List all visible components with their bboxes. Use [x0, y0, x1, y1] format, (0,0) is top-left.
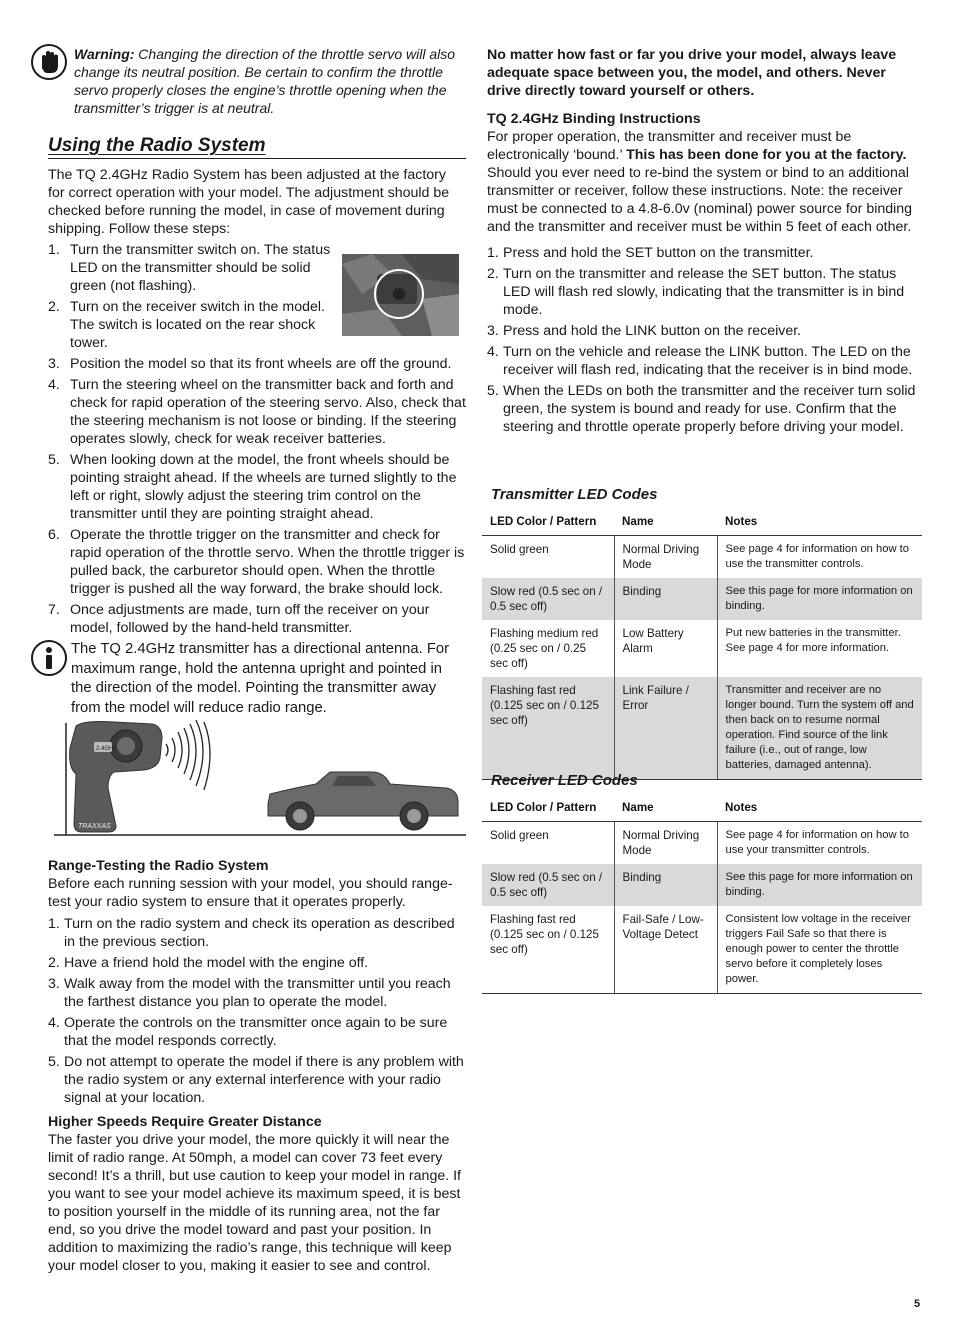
table-row	[482, 822, 922, 865]
list-item: 5. Do not attempt to operate the model if there is any problem with the radio system or any external interference with your radio signal at your location.	[48, 1054, 464, 1106]
receiver-table-title: Receiver LED Codes	[491, 772, 638, 789]
transmitter-badge: 2.4GHz	[96, 746, 117, 752]
list-item: 3. Walk away from the model with the transmitter until you reach the farthest distance you plan to operate the model.	[48, 976, 451, 1010]
table-cell: Slow red (0.5 sec on / 0.5 sec off)	[482, 864, 614, 906]
table-row	[482, 578, 922, 620]
table-cell: Flashing medium red (0.25 sec on / 0.25 sec off)	[490, 627, 599, 670]
higher-speeds-text: The faster you drive your model, the more quickly it will near the limit of radio range. At 50mph, a model can cover 73 feet every second! It’s a thrill, but use caution to keep your model in range. If you want to see your model achieve its maximum speed, it is best to position yourself in the middle of its running area, not the far end, so you drive the model toward and past your position. In addition to maximizing the radio’s range, this technique will keep your model closer to you, making it easier to see and control.	[48, 1132, 461, 1274]
table-cell: See page 4 for information on how to use your transmitter controls.	[717, 822, 922, 865]
binding-heading: TQ 2.4GHz Binding Instructions	[487, 111, 701, 127]
table-row	[482, 677, 922, 780]
list-item: 3. Press and hold the LINK button on the receiver.	[487, 323, 802, 339]
column-header: LED Color / Pattern	[482, 794, 614, 822]
radio-intro: The TQ 2.4GHz Radio System has been adjusted at the factory for correct operation with your model. The adjustment should be checked before running the model, in case of movement during shipping. Follow these steps:	[48, 167, 450, 237]
transmitter-table-title: Transmitter LED Codes	[491, 486, 658, 503]
table-cell: Normal Driving Mode	[614, 822, 717, 865]
table-cell: Fail-Safe / Low-Voltage Detect	[614, 906, 717, 994]
right-column-text	[487, 46, 921, 439]
table-cell: See page 4 for information on how to use the transmitter controls.	[717, 536, 922, 579]
column-header: Notes	[717, 508, 922, 536]
table-row	[482, 906, 922, 994]
list-item: 4. Operate the controls on the transmitter once again to be sure that the model responds correctly.	[48, 1015, 448, 1049]
list-item: 7. Once adjustments are made, turn off the receiver on your model, followed by the hand-held transmitter.	[48, 602, 430, 636]
info-icon	[31, 640, 67, 681]
table-cell: Link Failure / Error	[614, 677, 717, 780]
page-number: 5	[914, 1298, 921, 1310]
receiver-led-table	[482, 794, 922, 994]
table-cell: Solid green	[490, 829, 549, 842]
table-cell: Binding	[614, 864, 717, 906]
safety-note: No matter how fast or far you drive your model, always leave adequate space between you, the model, and others. Never drive directly toward yourself or others.	[487, 47, 897, 99]
table-cell: Low Battery Alarm	[614, 620, 717, 677]
antenna-note: The TQ 2.4GHz transmitter has a directional antenna. For maximum range, hold the antenna upright and pointed in the direction of the model. Pointing the transmitter away from the model will reduce radio range.	[71, 641, 450, 716]
list-item: 2. Turn on the transmitter and release the SET button. The status LED will flash red slowly, indicating that the transmitter is in bind mode.	[487, 266, 905, 318]
list-item: 2. Have a friend hold the model with the engine off.	[48, 955, 369, 971]
range-testing-heading: Range-Testing the Radio System	[48, 858, 269, 874]
list-item: 3. Position the model so that its front wheels are off the ground.	[48, 356, 452, 372]
hand-stop-icon	[31, 44, 67, 85]
table-cell: Binding	[614, 578, 717, 620]
warning-label: Warning:	[74, 46, 135, 62]
table-cell: Put new batteries in the transmitter. See page 4 for more information.	[717, 620, 922, 677]
list-item: 4. Turn the steering wheel on the transmitter back and forth and check for rapid operation of the steering servo. Also, check that the steering mechanism is not loose or binding. If the steering operates slowly, check for weak receiver batteries.	[48, 377, 466, 447]
list-item: 6. Operate the throttle trigger on the transmitter and check for rapid operation of the throttle servo. When the throttle trigger is pulled back, the carburetor should open. When the throttle trigger is pushed all the way forward, the brake should lock.	[48, 527, 465, 597]
table-row	[482, 620, 922, 677]
list-item: 2. Turn on the receiver switch in the model. The switch is located on the rear shock tower.	[48, 299, 325, 351]
section-title-radio: Using the Radio System	[48, 135, 466, 159]
range-testing-intro: Before each running session with your model, you should range-test your radio system to ensure that it operates properly.	[48, 876, 453, 910]
higher-speeds-heading: Higher Speeds Require Greater Distance	[48, 1114, 322, 1130]
table-cell: Flashing fast red (0.125 sec on / 0.125 sec off)	[482, 677, 614, 780]
table-cell: Normal Driving Mode	[614, 536, 717, 579]
table-row	[482, 864, 922, 906]
column-header: Notes	[717, 794, 922, 822]
transmitter-led-table	[482, 508, 922, 780]
table-cell: See this page for more information on binding.	[717, 578, 922, 620]
table-cell: Transmitter and receiver are no longer bound. Turn the system off and then back on to resume normal operation. Find source of the link failure (i.e., out of range, low batteries, damaged antenna).	[717, 677, 922, 780]
column-header: Name	[614, 508, 717, 536]
table-cell: Slow red (0.5 sec on / 0.5 sec off)	[482, 578, 614, 620]
list-item: 4. Turn on the vehicle and release the LINK button. The LED on the receiver will flash red, indicating that the receiver is in bind mode.	[487, 344, 913, 378]
transmitter-brand: TRAXXAS	[78, 823, 111, 830]
table-cell: Flashing fast red (0.125 sec on / 0.125 sec off)	[482, 906, 614, 994]
radio-steps	[48, 241, 466, 640]
list-item: 5. When the LEDs on both the transmitter and the receiver turn solid green, the system is bound and ready for use. Confirm that the steering and throttle operate properly before driving your model.	[487, 383, 916, 435]
range-illustration	[54, 718, 466, 836]
list-item: 1. Turn the transmitter switch on. The status LED on the transmitter should be solid green (not flashing).	[48, 242, 331, 294]
column-header: Name	[614, 794, 717, 822]
table-cell: See this page for more information on binding.	[717, 864, 922, 906]
table-cell: Consistent low voltage in the receiver triggers Fail Safe so that there is enough power to center the throttle servo before it completely loses power.	[717, 906, 922, 994]
warning-text	[74, 45, 464, 117]
list-item: 1. Turn on the radio system and check its operation as described in the previous section.	[48, 916, 455, 950]
binding-intro: For proper operation, the transmitter and receiver must be electronically ‘bound.’ This has been done for you at the factory. Should you ever need to re-bind the system or bind to an additional transmitter or receiver, follow these instructions. Note: the receiver must be connected to a 4.8-6.0v (nominal) power source for binding and the transmitter and receiver must be within 5 feet of each other.	[487, 129, 913, 235]
range-testing-section	[48, 857, 468, 1275]
column-header: LED Color / Pattern	[482, 508, 614, 536]
list-item: 5. When looking down at the model, the front wheels should be pointing straight ahead. If the wheels are turned slightly to the left or right, slowly adjust the steering trim control on the transmitter until they are pointing straight ahead.	[48, 452, 457, 522]
warning-body: Changing the direction of the throttle servo will also change its neutral position. Be certain to confirm the throttle servo properly closes the engine’s throttle opening when the transmitter’s trigger is at neutral.	[74, 46, 456, 116]
list-item: 1. Press and hold the SET button on the transmitter.	[487, 245, 814, 261]
table-cell: Solid green	[490, 543, 549, 556]
table-row	[482, 536, 922, 579]
